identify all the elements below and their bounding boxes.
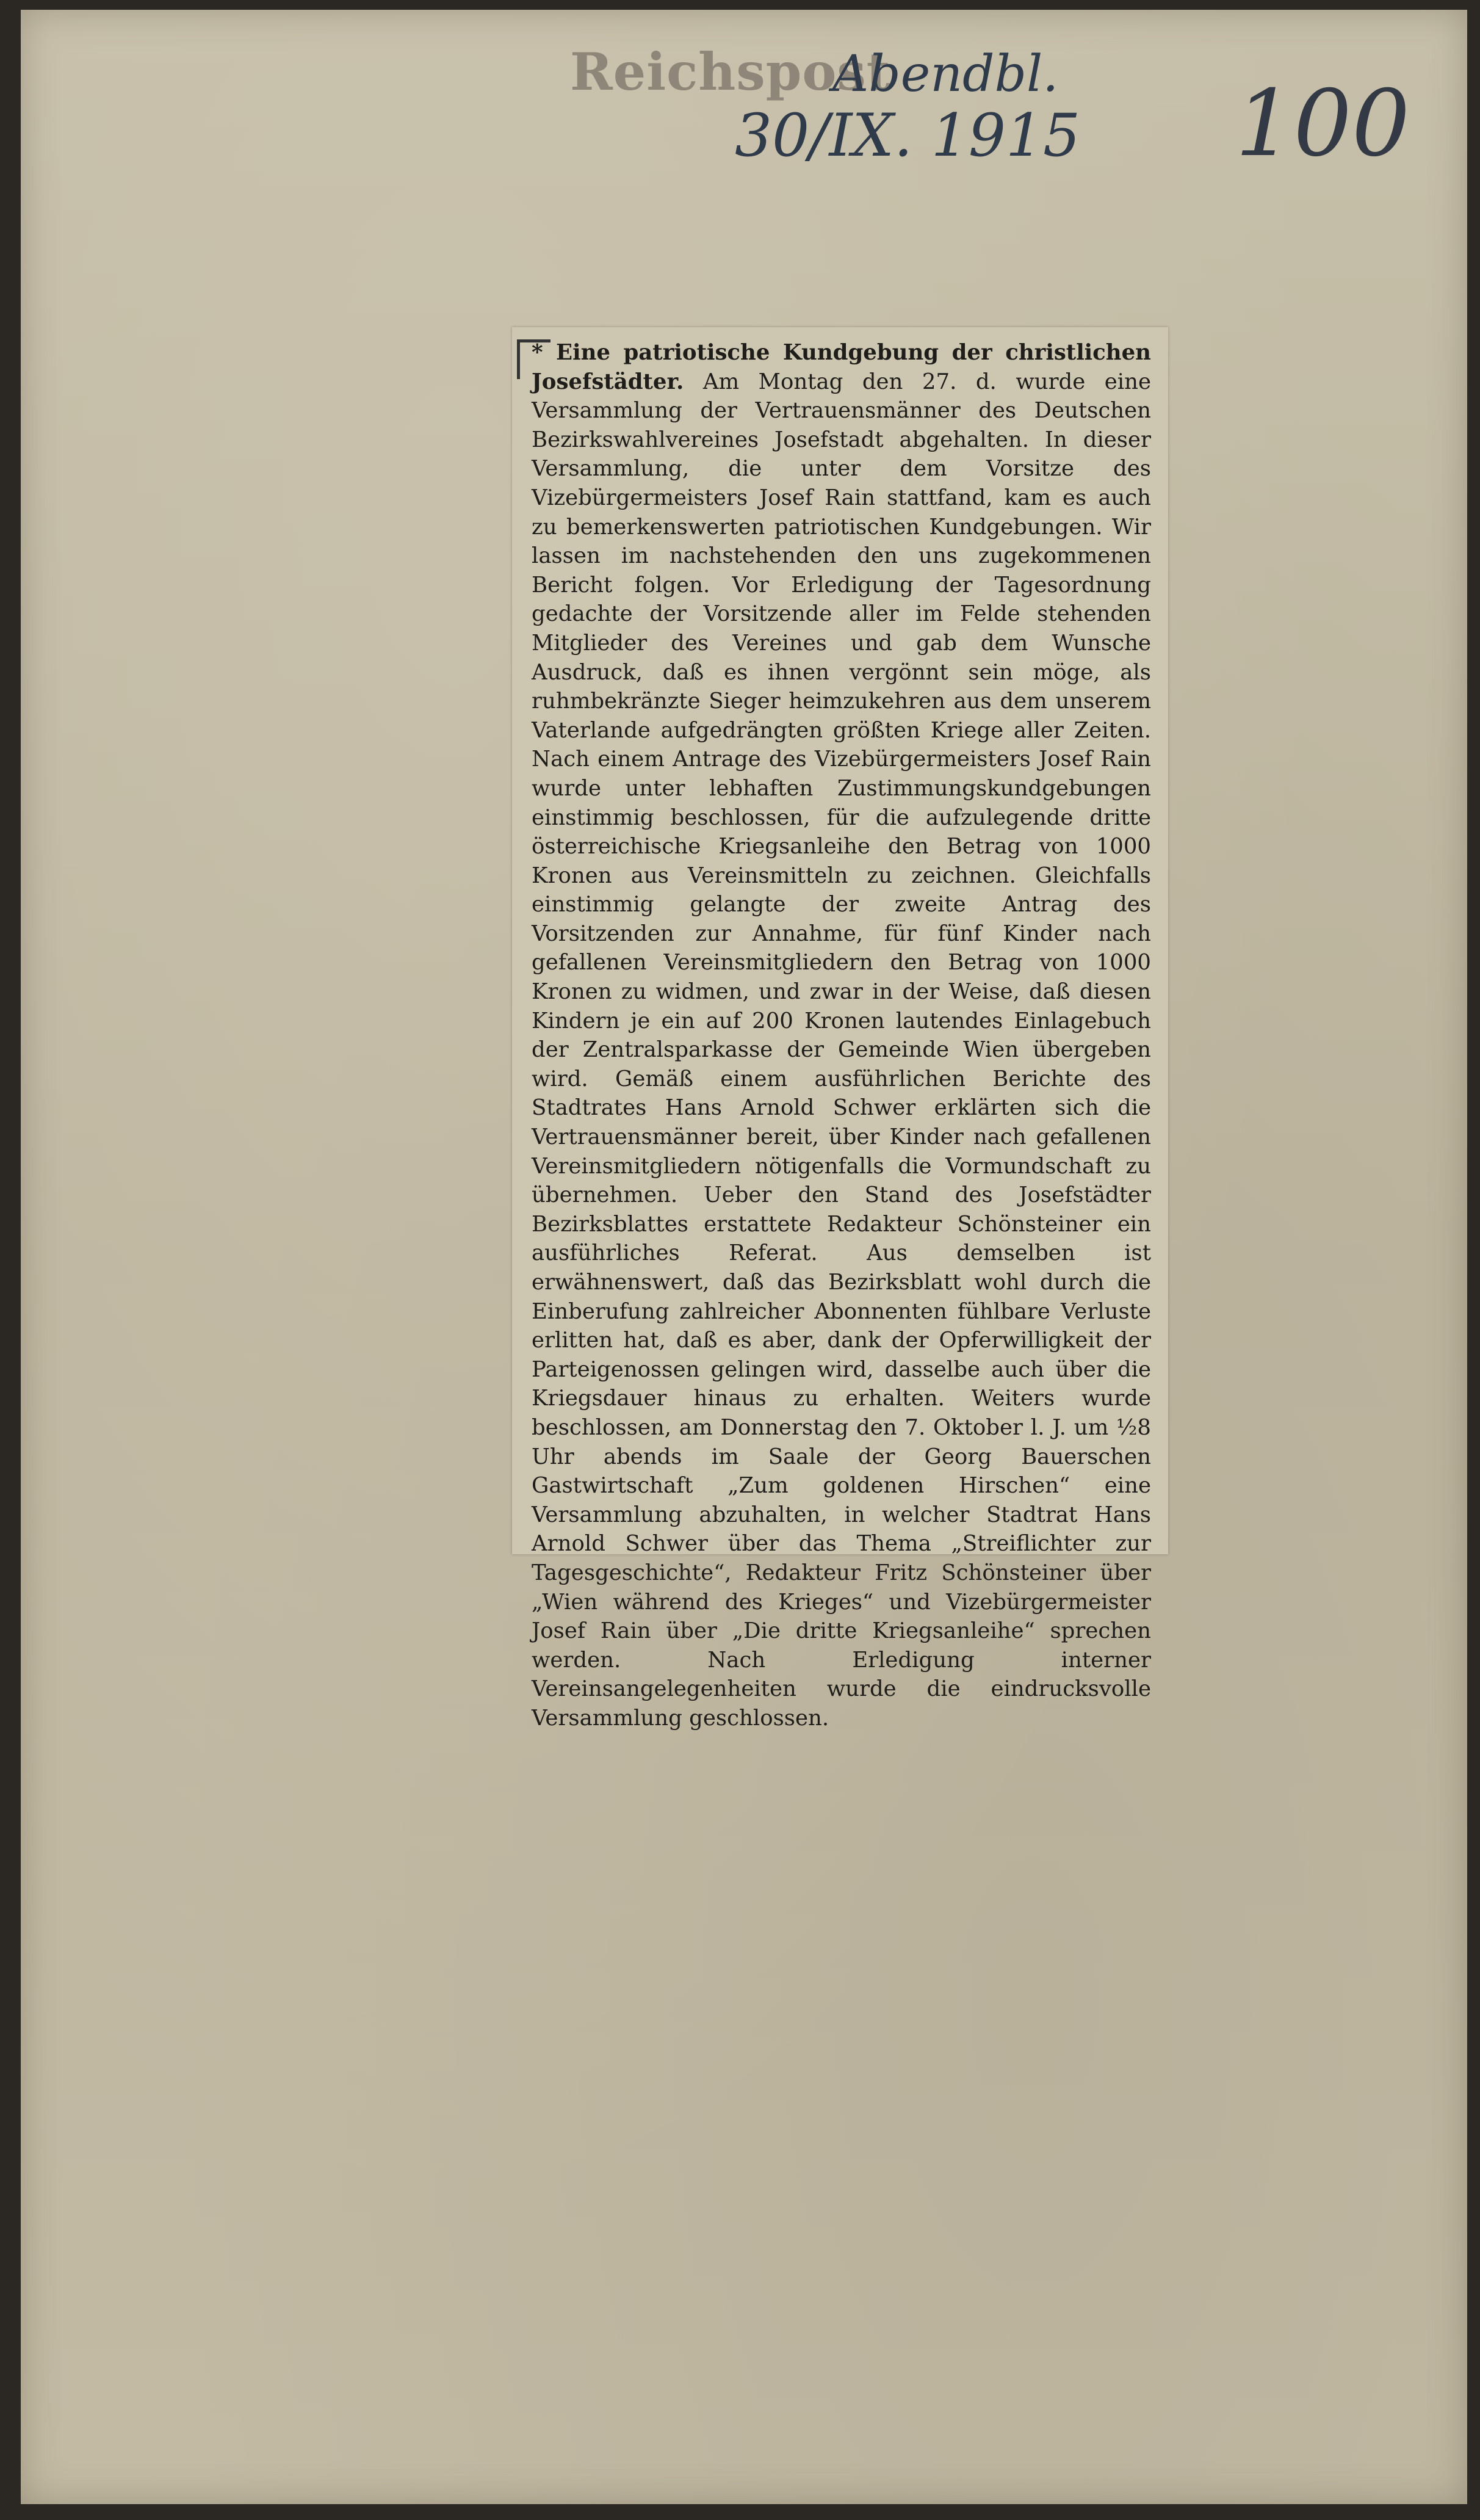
article-headline: * Eine patriotische Kundgebung der christlichen Josefstädter. — [532, 340, 1159, 394]
archive-sheet — [21, 10, 1467, 2504]
handwritten-date: 30/IX. 1915 — [735, 101, 1081, 170]
handwritten-page-number: 100 — [1235, 71, 1410, 177]
newspaper-clipping — [512, 327, 1168, 1731]
handwritten-edition: Abendbl. — [832, 45, 1059, 103]
article-text — [532, 338, 1159, 1733]
newspaper-stamp: Reichspost — [570, 42, 891, 102]
article-body: Am Montag den 27. d. wurde eine Versammlung der Vertrauensmänner des Deutschen Bezirkswahlvereines Josefstadt abgehalten. In dieser Versammlung, die unter dem Vorsitze des Vizebürgermeisters Josef Rain stattfand, kam es auch zu bemerkenswerten patriotischen Kundgebungen. Wir lassen im nachstehenden den uns zugekommenen Bericht folgen. Vor Erledigung der Tagesordnung gedachte der Vorsitzende aller im Felde stehenden Mitglieder des Vereines und gab dem Wunsche Ausdruck, daß es ihnen vergönnt sein möge, als ruhmbekränzte Sieger heimzukehren aus dem unserem Vaterlande aufgedrängten größten Kriege aller Zeiten. Nach einem Antrage des Vizebürgermeisters Josef Rain wurde unter lebhaften Zustimmungskundgebungen einstimmig beschlossen, für die aufzulegende dritte österreichische Kriegsanleihe den Betrag von 1000 Kronen aus Vereinsmitteln zu zeichnen. Gleichfalls einstimmig gelangte der zweite Antrag des Vorsitzenden zur Annahme, für fünf Kinder nach gefallenen Vereinsmitgliedern den Betrag von 1000 Kronen zu widmen, und zwar in der Weise, daß diesen Kindern je ein auf 200 Kronen lautendes Einlagebuch der Zentralsparkasse der Gemeinde Wien übergeben wird. Gemäß einem ausführlichen Berichte des Stadtrates Hans Arnold Schwer erklärten sich die Vertrauensmänner bereit, über Kinder nach gefallenen Vereinsmitgliedern nötigenfalls die Vormundschaft zu übernehmen. Ueber den Stand des Josefstädter Bezirksblattes erstattete Redakteur Schönsteiner ein ausführliches Referat. Aus demselben ist erwähnenswert, daß das Bezirksblatt wohl durch die Einberufung zahlreicher Abonnenten fühlbare Verluste erlitten hat, daß es aber, dank der Opferwilligkeit der Parteigenossen gelingen wird, dasselbe auch über die Kriegsdauer hinaus zu erhalten. Weiters wurde beschlossen, am Donnerstag den 7. Oktober l. J. um ½8 Uhr abends im Saale der Georg Bauerschen Gastwirtschaft „Zum goldenen Hirschen“ eine Versammlung abzuhalten, in welcher Stadtrat Hans Arnold Schwer über das Thema „Streiflichter zur Tagesgeschichte“, Redakteur Fritz Schönsteiner über „Wien während des Krieges“ und Vizebürgermeister Josef Rain über „Die dritte Kriegsanleihe“ sprechen werden. Nach Erledigung interner Vereinsangelegenheiten wurde die eindrucksvolle Versammlung geschlossen. — [532, 369, 1158, 1731]
